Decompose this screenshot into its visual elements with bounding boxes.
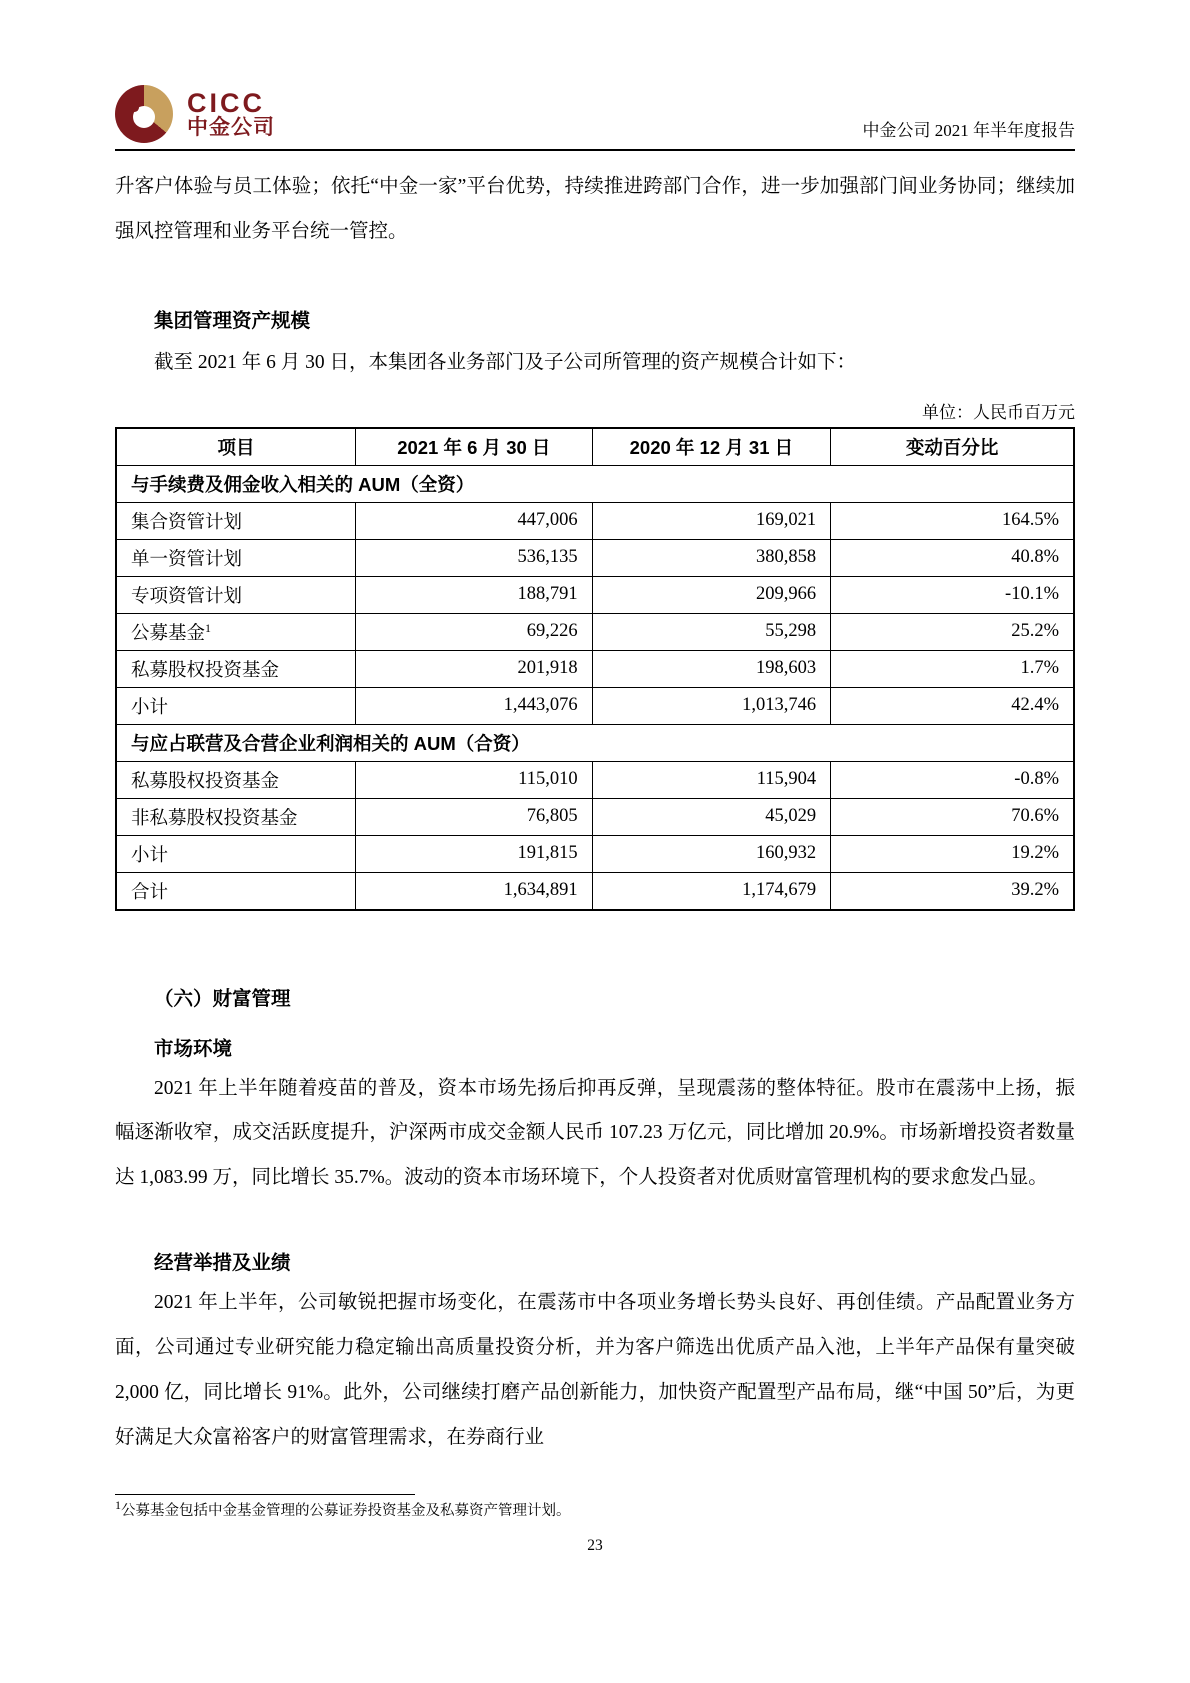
cicc-logo-icon [115, 85, 173, 143]
value-change: -0.8% [831, 761, 1074, 798]
row-label: 集合资管计划 [116, 502, 356, 539]
value-2020: 55,298 [592, 613, 831, 650]
wealth-heading: （六）财富管理 [154, 987, 291, 1010]
value-2020: 45,029 [592, 798, 831, 835]
table-row [116, 761, 1074, 798]
value-2021: 1,443,076 [356, 687, 593, 724]
value-change: 40.8% [831, 539, 1074, 576]
logo-cicc-label: CICC [187, 87, 265, 118]
table-subtotal-row [116, 687, 1074, 724]
table-row [116, 576, 1074, 613]
value-change: 39.2% [831, 872, 1074, 910]
value-2020: 160,932 [592, 835, 831, 872]
cicc-logo [115, 85, 275, 143]
page-header [115, 85, 1075, 143]
value-2021: 201,918 [356, 650, 593, 687]
logo-chinese-label: 中金公司 [187, 116, 275, 140]
section-header-row [116, 465, 1074, 502]
value-change: 164.5% [831, 502, 1074, 539]
row-label [116, 613, 356, 650]
value-2020: 198,603 [592, 650, 831, 687]
col-header-item: 项目 [116, 428, 356, 466]
table-row [116, 502, 1074, 539]
section-header-jv-aum: 与应占联营及合营企业利润相关的 AUM（合资） [116, 724, 1074, 761]
value-change: 42.4% [831, 687, 1074, 724]
value-2020: 1,174,679 [592, 872, 831, 910]
value-2021: 536,135 [356, 539, 593, 576]
row-label: 单一资管计划 [116, 539, 356, 576]
page-number: 23 [587, 1537, 603, 1555]
row-label: 私募股权投资基金 [116, 650, 356, 687]
table-total-row [116, 872, 1074, 910]
report-title: 中金公司 2021 年半年度报告 [862, 121, 1075, 140]
footnote-divider [115, 1494, 415, 1495]
value-2020: 115,904 [592, 761, 831, 798]
value-change: 19.2% [831, 835, 1074, 872]
col-header-change: 变动百分比 [831, 428, 1074, 466]
cicc-logo-text [187, 89, 275, 139]
value-change: 70.6% [831, 798, 1074, 835]
value-2020: 209,966 [592, 576, 831, 613]
value-2020: 1,013,746 [592, 687, 831, 724]
row-label: 专项资管计划 [116, 576, 356, 613]
value-2021: 1,634,891 [356, 872, 593, 910]
value-2021: 191,815 [356, 835, 593, 872]
footnote [115, 1498, 1075, 1523]
footnote-sup: 1 [115, 1498, 121, 1513]
value-2020: 169,021 [592, 502, 831, 539]
intro-paragraph: 升客户体验与员工体验；依托“中金一家”平台优势，持续推进跨部门合作，进一步加强部门间业务协同；继续加强风控管理和业务平台统一管控。 [115, 176, 1075, 242]
value-2021: 69,226 [356, 613, 593, 650]
unit-note: 单位：人民币百万元 [922, 402, 1075, 422]
row-label-text: 公募基金 [131, 623, 206, 644]
operations-heading: 经营举措及业绩 [154, 1252, 291, 1275]
table-row [116, 613, 1074, 650]
table-row [116, 798, 1074, 835]
table-row [116, 650, 1074, 687]
row-label: 非私募股权投资基金 [116, 798, 356, 835]
aum-table [115, 427, 1075, 911]
table-header-row [116, 428, 1074, 466]
table-subtotal-row [116, 835, 1074, 872]
value-change: 25.2% [831, 613, 1074, 650]
value-change: -10.1% [831, 576, 1074, 613]
value-2021: 447,006 [356, 502, 593, 539]
aum-intro: 截至 2021 年 6 月 30 日，本集团各业务部门及子公司所管理的资产规模合计如下： [154, 351, 857, 373]
footnote-text: 公募基金包括中金基金管理的公募证券投资基金及私募资产管理计划。 [121, 1503, 571, 1520]
market-env-paragraph: 2021 年上半年随着疫苗的普及，资本市场先扬后抑再反弹，呈现震荡的整体特征。股市在震荡中上扬，振幅逐渐收窄，成交活跃度提升，沪深两市成交金额人民币 107.23 万亿元，同比增加 20.9%。市场新增投资者数量达 1,083.99 万，同比增长 35.7%。波动的资本市场环境下，个人投资者对优质财富管理机构的要求愈发凸显。 [115, 1077, 1075, 1189]
col-header-2021: 2021 年 6 月 30 日 [356, 428, 593, 466]
section-header-fee-aum: 与手续费及佣金收入相关的 AUM（全资） [116, 465, 1074, 502]
aum-heading: 集团管理资产规模 [154, 309, 311, 332]
row-label: 小计 [116, 835, 356, 872]
market-env-heading: 市场环境 [154, 1037, 233, 1060]
row-label: 合计 [116, 872, 356, 910]
header-divider [115, 149, 1075, 151]
footnote-marker: 1 [205, 620, 212, 635]
row-label: 私募股权投资基金 [116, 761, 356, 798]
value-2020: 380,858 [592, 539, 831, 576]
operations-paragraph: 2021 年上半年，公司敏锐把握市场变化，在震荡市中各项业务增长势头良好、再创佳绩。产品配置业务方面，公司通过专业研究能力稳定输出高质量投资分析，并为客户筛选出优质产品入池，上半年产品保有量突破 2,000 亿，同比增长 91%。此外，公司继续打磨产品创新能力，加快资产配置型产品布局，继“中国 50”后，为更好满足大众富裕客户的财富管理需求，在券商行业 [115, 1292, 1075, 1448]
value-2021: 188,791 [356, 576, 593, 613]
section-header-row [116, 724, 1074, 761]
value-2021: 76,805 [356, 798, 593, 835]
col-header-2020: 2020 年 12 月 31 日 [592, 428, 831, 466]
value-2021: 115,010 [356, 761, 593, 798]
row-label: 小计 [116, 687, 356, 724]
table-row [116, 539, 1074, 576]
value-change: 1.7% [831, 650, 1074, 687]
